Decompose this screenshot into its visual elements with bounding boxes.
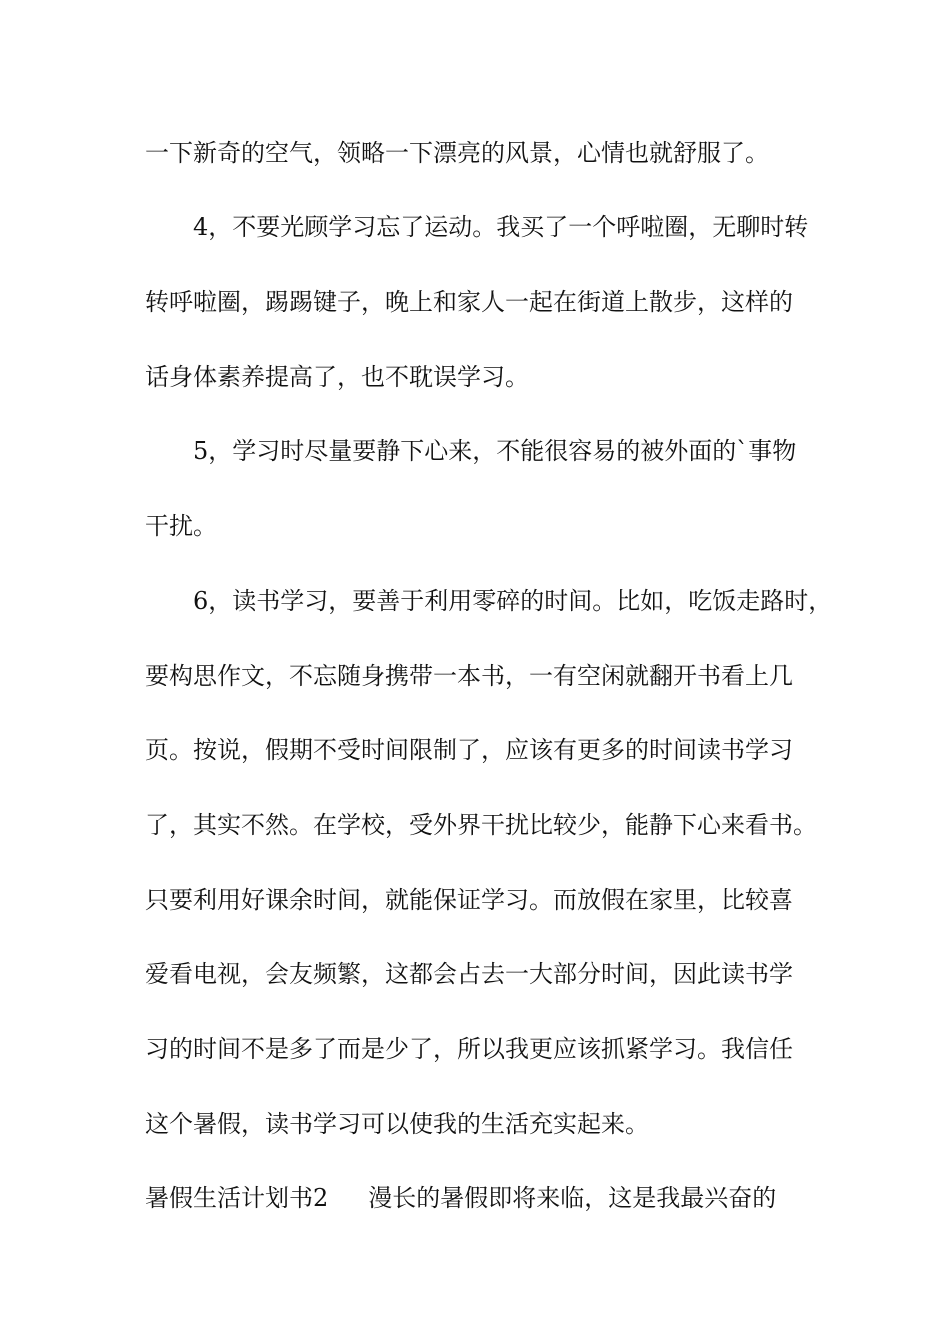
section-title: 暑假生活计划书2 — [145, 1184, 329, 1212]
text-line: 5，学习时尽量要静下心来，不能很容易的被外面的`事物 — [193, 437, 797, 465]
text-line: 转呼啦圈，踢踢键子，晚上和家人一起在街道上散步，这样的 — [145, 288, 793, 316]
text-line: 要构思作文，不忘随身携带一本书，一有空闲就翻开书看上几 — [145, 662, 793, 690]
text-line: 爱看电视，会友频繁，这都会占去一大部分时间，因此读书学 — [145, 960, 793, 988]
text-line: 话身体素养提高了，也不耽误学习。 — [145, 363, 529, 391]
text-line: 了，其实不然。在学校，受外界干扰比较少，能静下心来看书。 — [145, 811, 817, 839]
text-line: 只要利用好课余时间，就能保证学习。而放假在家里，比较喜 — [145, 886, 793, 914]
text-line: 一下新奇的空气，领略一下漂亮的风景，心情也就舒服了。 — [145, 139, 769, 167]
section-first-line: 漫长的暑假即将来临，这是我最兴奋的 — [368, 1184, 777, 1212]
text-line: 干扰。 — [145, 512, 217, 540]
text-line: 6，读书学习，要善于利用零碎的时间。比如，吃饭走路时， — [193, 587, 833, 615]
text-line: 页。按说，假期不受时间限制了，应该有更多的时间读书学习 — [145, 736, 793, 764]
text-line: 习的时间不是多了而是少了，所以我更应该抓紧学习。我信任 — [145, 1035, 793, 1063]
section-heading-line — [145, 1183, 776, 1213]
text-line: 这个暑假，读书学习可以使我的生活充实起来。 — [145, 1110, 649, 1138]
text-line: 4，不要光顾学习忘了运动。我买了一个呼啦圈，无聊时转 — [193, 213, 809, 241]
